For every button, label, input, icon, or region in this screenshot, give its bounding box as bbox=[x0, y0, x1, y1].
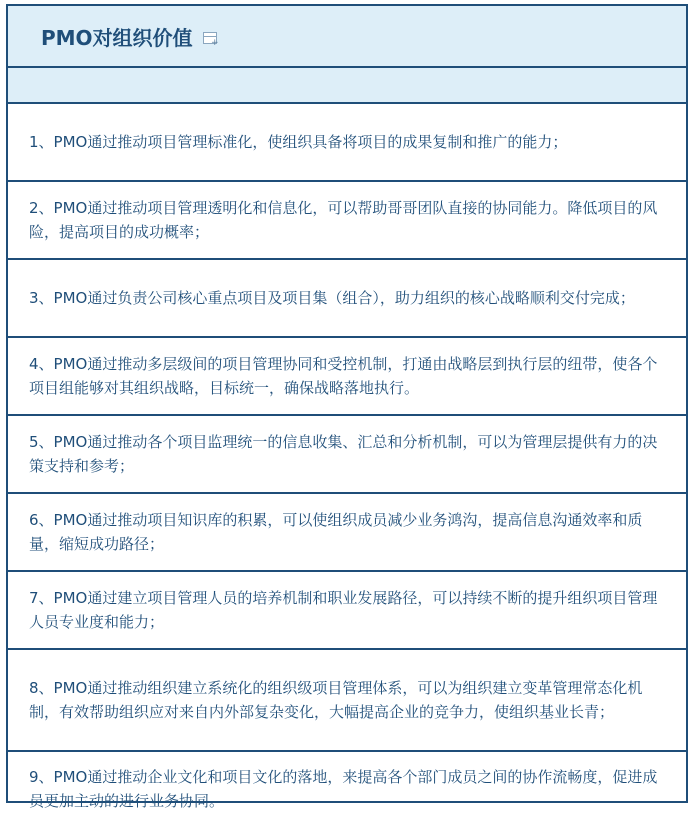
table-row bbox=[8, 494, 686, 572]
row-text: 8、PMO通过推动组织建立系统化的组织级项目管理体系，可以为组织建立变革管理常态化机制，有效帮助组织应对来自内外部复杂变化，大幅提高企业的竞争力，使组织基业长青； bbox=[29, 679, 643, 721]
row-text: 4、PMO通过推动多层级间的项目管理协同和受控机制，打通由战略层到执行层的纽带，使各个项目组能够对其组织战略，目标统一，确保战略落地执行。 bbox=[29, 355, 658, 397]
table-icon[interactable] bbox=[203, 32, 217, 44]
table-row bbox=[8, 104, 686, 182]
table-subheader bbox=[8, 68, 686, 104]
row-text: 7、PMO通过建立项目管理人员的培养机制和职业发展路径，可以持续不断的提升组织项目管理人员专业度和能力； bbox=[29, 589, 658, 631]
table-row bbox=[8, 416, 686, 494]
table-header bbox=[8, 6, 686, 68]
row-text: 1、PMO通过推动项目管理标准化，使组织具备将项目的成果复制和推广的能力； bbox=[29, 133, 568, 151]
table-row bbox=[8, 572, 686, 650]
row-text: 6、PMO通过推动项目知识库的积累，可以使组织成员减少业务鸿沟，提高信息沟通效率和质量，缩短成功路径； bbox=[29, 511, 643, 553]
row-text: 9、PMO通过推动企业文化和项目文化的落地，来提高各个部门成员之间的协作流畅度，促进成员更加主动的进行业务协同。 bbox=[29, 767, 658, 810]
row-text: 3、PMO通过负责公司核心重点项目及项目集（组合），助力组织的核心战略顺利交付完成； bbox=[29, 289, 635, 307]
table-row bbox=[8, 182, 686, 260]
table-title: PMO对组织价值 bbox=[41, 25, 193, 50]
row-text: 2、PMO通过推动项目管理透明化和信息化，可以帮助哥哥团队直接的协同能力。降低项目的风险，提高项目的成功概率； bbox=[29, 199, 658, 241]
table-row bbox=[8, 752, 686, 825]
table-row bbox=[8, 650, 686, 752]
table-row bbox=[8, 260, 686, 338]
row-text: 5、PMO通过推动各个项目监理统一的信息收集、汇总和分析机制，可以为管理层提供有力的决策支持和参考； bbox=[29, 433, 658, 475]
table-row bbox=[8, 338, 686, 416]
pmo-value-table bbox=[6, 4, 688, 810]
